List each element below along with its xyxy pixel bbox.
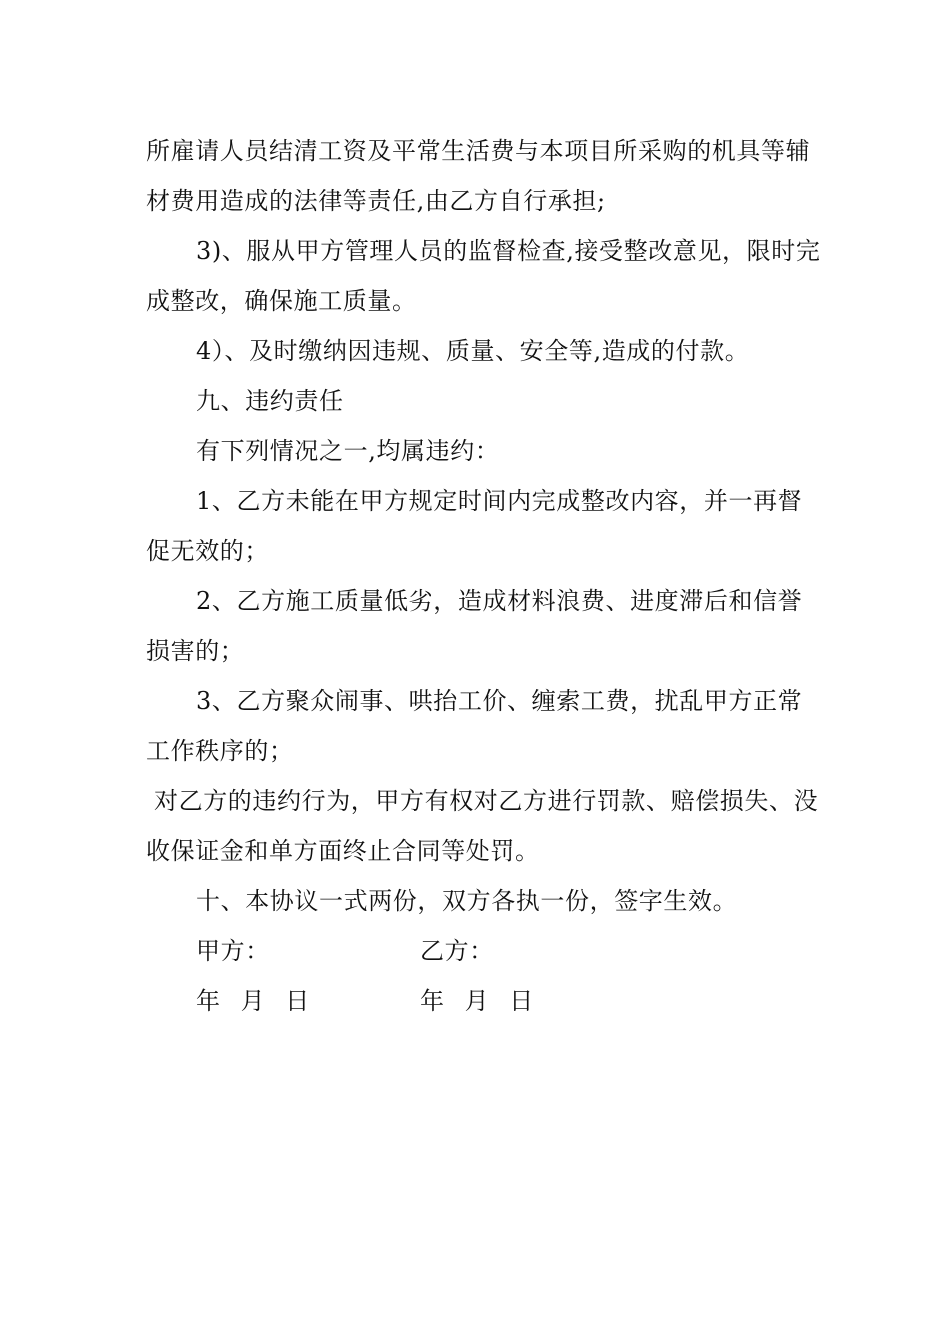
paragraph-penalty: 对乙方的违约行为，甲方有权对乙方进行罚款、赔偿损失、没收保证金和单方面终止合同等处罚。 <box>146 787 819 865</box>
signature-parties-row <box>146 926 826 976</box>
party-a-date-day: 日 <box>285 987 310 1015</box>
paragraph-clause-3: 3)、服从甲方管理人员的监督检查,接受整改意见，限时完成整改，确保施工质量。 <box>146 237 821 315</box>
paragraph-liability-continuation: 所雇请人员结清工资及平常生活费与本项目所采购的机具等辅材费用造成的法律等责任,由乙方自行承担; <box>146 137 811 215</box>
party-a-date-year: 年 <box>196 987 221 1015</box>
paragraph-breach-item-2: 2、乙方施工质量低劣，造成材料浪费、进度滞后和信誉损害的； <box>146 587 803 665</box>
party-b-date-year: 年 <box>420 987 445 1015</box>
party-a-date-month: 月 <box>240 987 266 1015</box>
party-b-date-day: 日 <box>509 987 534 1015</box>
paragraph-breach-item-1: 1、乙方未能在甲方规定时间内完成整改内容，并一再督促无效的； <box>146 487 803 565</box>
party-b-date-month: 月 <box>464 987 490 1015</box>
party-a-date <box>196 976 420 1026</box>
paragraph-breach-item-3: 3、乙方聚众闹事、哄抬工价、缠索工费，扰乱甲方正常工作秩序的； <box>146 687 803 765</box>
document-body <box>146 126 826 1026</box>
paragraph-clause-4: 4）、及时缴纳因违规、质量、安全等,造成的付款。 <box>196 337 750 365</box>
party-b-date <box>420 976 644 1026</box>
party-a-label: 甲方： <box>196 937 270 965</box>
section-heading-breach: 九、违约责任 <box>196 387 344 415</box>
party-b-label: 乙方： <box>420 937 494 965</box>
paragraph-breach-intro: 有下列情况之一,均属违约： <box>196 437 500 465</box>
signature-dates-row <box>146 976 826 1026</box>
section-heading-copies: 十、本协议一式两份，双方各执一份，签字生效。 <box>196 887 738 915</box>
